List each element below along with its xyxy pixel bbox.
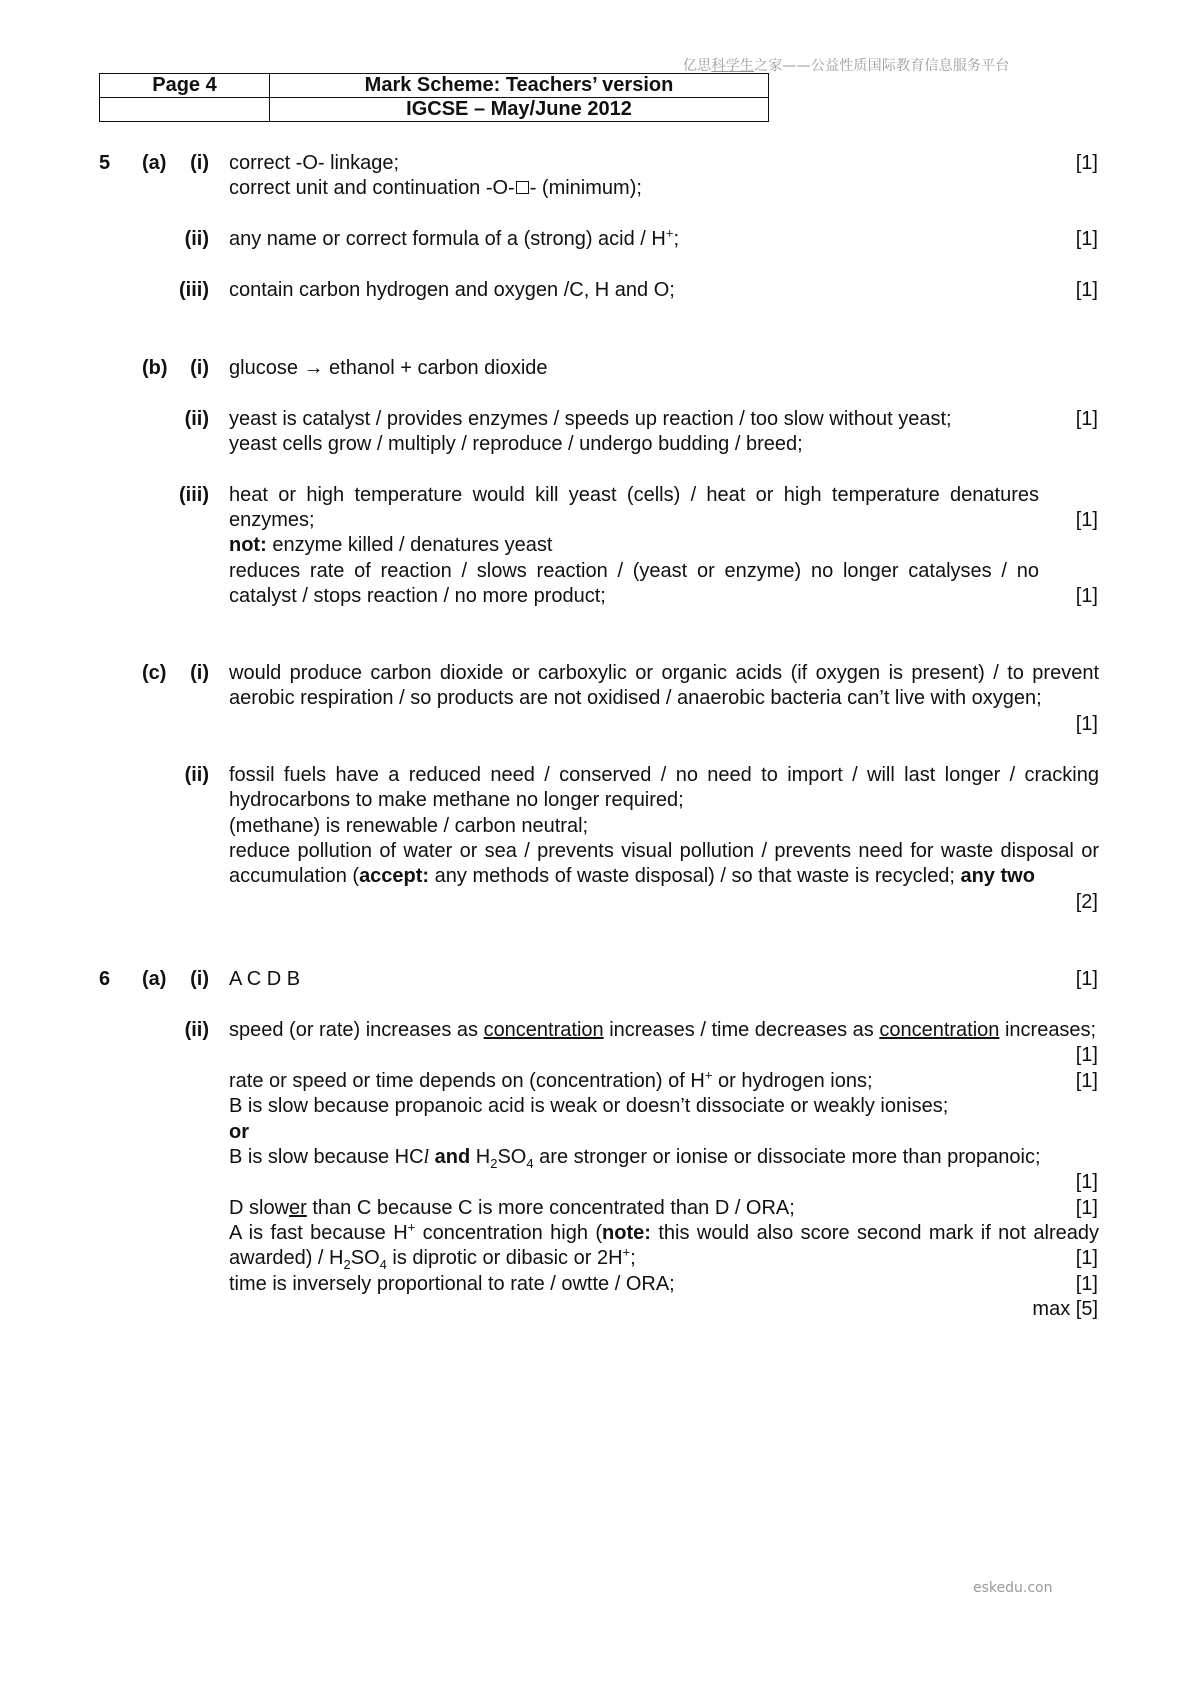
header-subtitle: IGCSE – May/June 2012: [270, 98, 769, 122]
answer-5b-i: glucose → ethanol + carbon dioxide: [229, 357, 548, 379]
sub-5b-i-label: (i): [190, 357, 209, 379]
answer-5b-ii-line2: yeast cells grow / multiply / reproduce / undergo budding / breed;: [229, 433, 803, 455]
page-label: Page 4: [100, 74, 270, 98]
sub-5c-i-label: (i): [190, 662, 209, 684]
answer-6a-ii-line1: speed (or rate) increases as concentration increases / time decreases as concentration increases;: [229, 1019, 1097, 1041]
mark-6a-ii-6: [1]: [1075, 1273, 1098, 1295]
sub-5a-i-label: (i): [190, 152, 209, 174]
answer-5b-iii-not: not: enzyme killed / denatures yeast: [229, 534, 553, 556]
mark-5b-ii: [1]: [1075, 408, 1098, 430]
part-6a-label: (a): [142, 968, 167, 990]
part-5b-label: (b): [142, 357, 168, 379]
answer-6a-ii-line3: B is slow because propanoic acid is weak or doesn’t dissociate or weakly ionises;: [229, 1095, 949, 1117]
answer-6a-ii-line6: A is fast because H+ concentration high (note: this would also score second mark if not already awarded) / $H_2SO_4$ is diprotic or dibasic or 2H+;: [229, 1219, 1099, 1273]
answer-6a-ii-line7: time is inversely proportional to rate / owtte / ORA;: [229, 1273, 675, 1295]
mark-5c-ii: [2]: [1075, 891, 1098, 913]
max-mark-6a-ii: max [5]: [1032, 1298, 1098, 1320]
mark-5b-iii-2: [1]: [1075, 585, 1098, 607]
mark-5a-iii: [1]: [1075, 279, 1098, 301]
mark-6a-i: [1]: [1075, 968, 1098, 990]
answer-5a-ii: any name or correct formula of a (strong) acid / H+;: [229, 225, 679, 250]
answer-5b-iii-p1: heat or high temperature would kill yeast (cells) / heat or high temperature denatures enzymes;: [229, 484, 1039, 532]
mark-6a-ii-4: [1]: [1075, 1197, 1098, 1219]
header-title: Mark Scheme: Teachers’ version: [270, 74, 769, 98]
answer-6a-ii-line4: B is slow because HCl and $H_2SO_4$ are stronger or ionise or dissociate more than propanoic;: [229, 1146, 1041, 1171]
answer-5b-ii-line1: yeast is catalyst / provides enzymes / speeds up reaction / too slow without yeast;: [229, 408, 952, 430]
header-table: [99, 73, 769, 122]
mark-5a-i: [1]: [1075, 152, 1098, 174]
sub-5b-ii-label: (ii): [184, 408, 209, 430]
question-number-6: 6: [99, 968, 111, 990]
part-5a-label: (a): [142, 152, 167, 174]
answer-5c-ii-p2: (methane) is renewable / carbon neutral;: [229, 815, 589, 837]
part-5c-label: (c): [142, 662, 167, 684]
mark-5b-iii-1: [1]: [1075, 509, 1098, 531]
sub-5b-iii-label: (iii): [179, 484, 209, 506]
question-number-5: 5: [99, 152, 111, 174]
sub-6a-i-label: (i): [190, 968, 209, 990]
answer-5a-i-line2: correct unit and continuation -O- - (minimum);: [229, 177, 642, 199]
answer-5c-ii-p1: fossil fuels have a reduced need / conserved / no need to import / will last longer / cracking hydrocarbons to make methane no longer required;: [229, 764, 1099, 812]
answer-5c-ii-p3: reduce pollution of water or sea / prevents visual pollution / prevents need for waste disposal or accumulation (accept: any methods of waste disposal) / so that waste is recycled; any two: [229, 840, 1099, 888]
mark-6a-ii-1: [1]: [1075, 1044, 1098, 1066]
sub-5c-ii-label: (ii): [184, 764, 209, 786]
answer-6a-ii-line2: rate or speed or time depends on (concentration) of H+ or hydrogen ions;: [229, 1067, 873, 1092]
answer-6a-i: A C D B: [229, 968, 301, 990]
unit-box-symbol: [516, 181, 529, 194]
answer-5c-i: would produce carbon dioxide or carboxylic or organic acids (if oxygen is present) / to prevent aerobic respiration / so products are not oxidised / anaerobic bacteria can’t live with oxygen;: [229, 662, 1099, 710]
or-label: or: [229, 1121, 249, 1143]
mark-6a-ii-5: [1]: [1075, 1247, 1098, 1269]
answer-5a-iii: contain carbon hydrogen and oxygen /C, H and O;: [229, 279, 675, 301]
mark-6a-ii-3: [1]: [1075, 1171, 1098, 1193]
sub-5a-iii-label: (iii): [179, 279, 209, 301]
mark-5a-ii: [1]: [1075, 228, 1098, 250]
answer-5a-i-line1: correct -O- linkage;: [229, 152, 400, 174]
empty-cell: [100, 98, 270, 122]
answer-5b-iii-p2: reduces rate of reaction / slows reaction / (yeast or enzyme) no longer catalyses / no catalyst / stops reaction / no more product;: [229, 560, 1039, 608]
bottom-watermark: eskedu.con: [973, 1580, 1053, 1596]
sub-6a-ii-label: (ii): [184, 1019, 209, 1041]
answer-6a-ii-line5: D slower than C because C is more concentrated than D / ORA;: [229, 1197, 795, 1219]
sub-5a-ii-label: (ii): [184, 228, 209, 250]
mark-5c-i: [1]: [1075, 713, 1098, 735]
mark-6a-ii-2: [1]: [1075, 1070, 1098, 1092]
top-watermark: 亿思科学生之家——公益性质国际教育信息服务平台: [683, 58, 1010, 74]
